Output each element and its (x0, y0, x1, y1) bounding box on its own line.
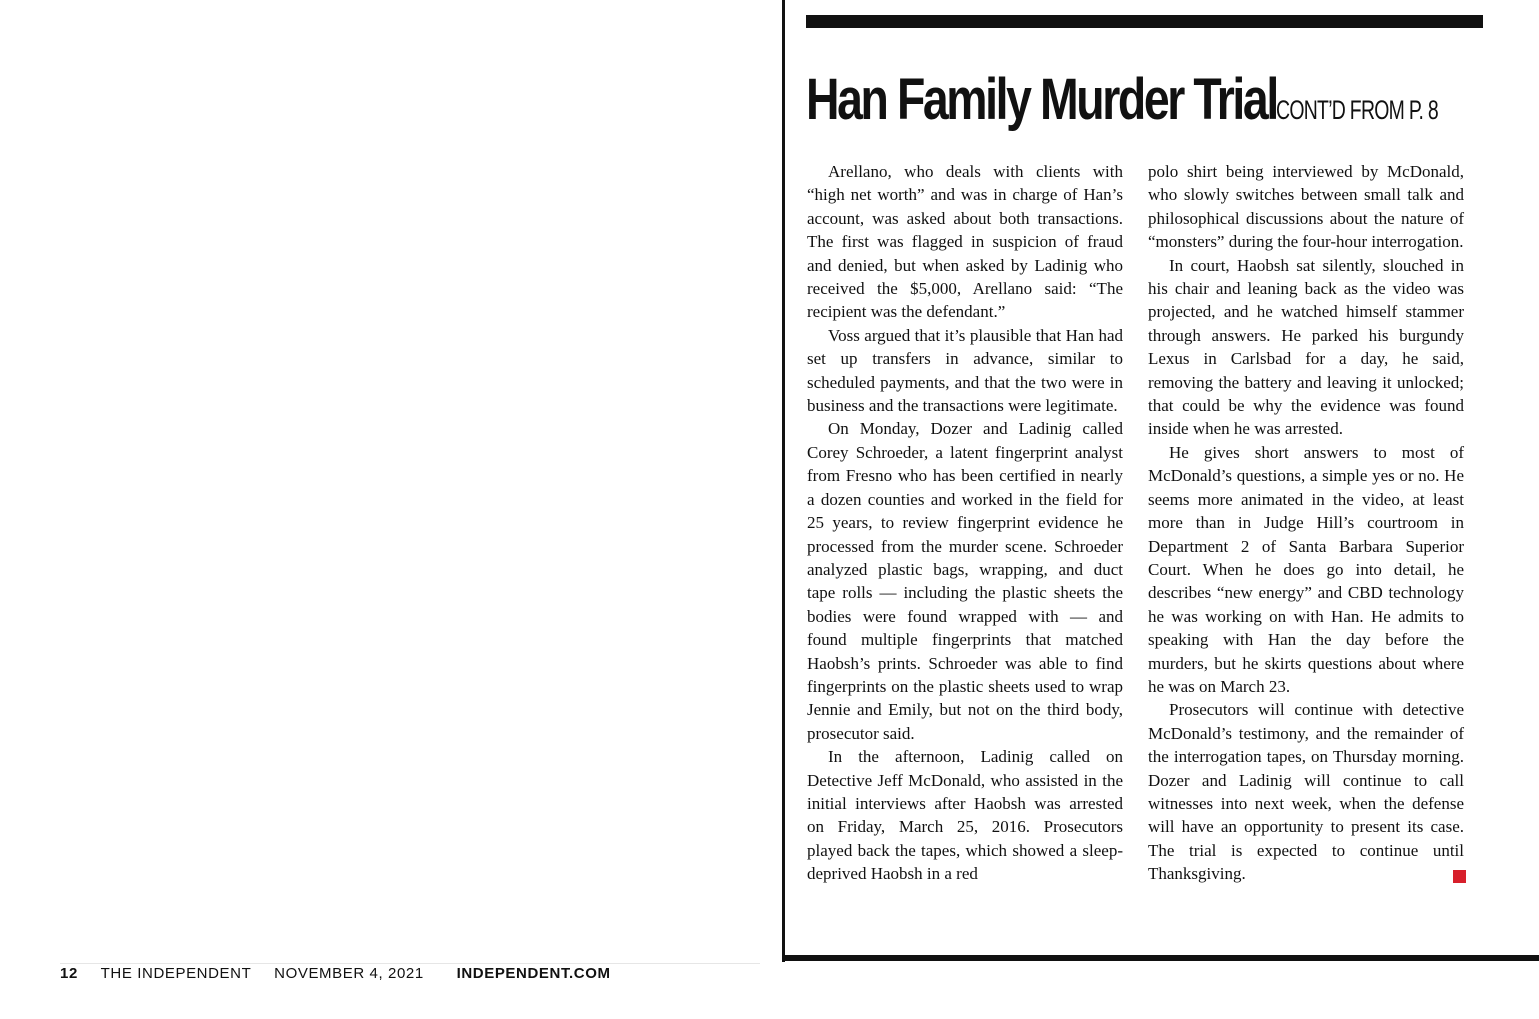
paragraph: On Monday, Dozer and Ladinig called Corey Schroeder, a latent fingerprint analyst from Fresno who has been certified in nearly a dozen counties and worked in the field for 25 years, to review fingerprint evidence he processed from the murder scene. Schroeder analyzed plastic bags, wrapping, and duct tape rolls — including the plastic sheets the bodies were found wrapped with — and found multiple fingerprints that matched Haobsh’s prints. Schroeder was able to find fingerprints on the plastic sheets used to wrap Jennie and Emily, but not on the third body, prosecutor said. (807, 419, 1123, 743)
paragraph-continuation: polo shirt being interviewed by McDonald, who slowly switches between small talk and philosophical discussions about the nature of “monsters” during the four-hour interrogation. (1148, 162, 1464, 252)
publication-name: THE INDEPENDENT (100, 965, 252, 982)
article-column-2 (1148, 160, 1464, 886)
paragraph: In court, Haobsh sat silently, slouched in his chair and leaning back as the video was projected, and he watched himself stammer through answers. He parked his burgundy Lexus in Carlsbad for a day, he said, removing the battery and leaving it unlocked; that could be why the evidence was found inside when he was arrested. (1148, 255, 1464, 439)
page-number: 12 (60, 965, 78, 982)
paragraph: In the afternoon, Ladinig called on Detective Jeff McDonald, who assisted in the initial interviews after Haobsh was arrested on Friday, March 25, 2016. Prosecutors played back the tapes, which showed a sleep-deprived Haobsh in a red (807, 747, 1123, 884)
page-gutter-rule (782, 0, 785, 962)
paragraph-last-text: Prosecutors will continue with detective McDonald’s testimony, and the remainder of the interrogation tapes, on Thursday morning. Dozer and Ladinig will continue to call witnesses into next week, when the defense will have an opportunity to present its case. The trial is expected to continue until Thanksgiving. (1148, 700, 1464, 884)
website-link[interactable]: INDEPENDENT.COM (456, 965, 611, 982)
folio-rule (60, 963, 760, 964)
issue-date: NOVEMBER 4, 2021 (274, 965, 424, 982)
paragraph: Arellano, who deals with clients with “high net worth” and was in charge of Han’s account, was asked about both transactions. The first was flagged in suspicion of fraud and denied, but when asked by Ladinig who received the $5,000, Arellano said: “The recipient was the defendant.” (807, 162, 1123, 322)
paragraph: Voss argued that it’s plausible that Han had set up transfers in advance, similar to scheduled payments, and that the two were in business and the transactions were legitimate. (807, 325, 1123, 416)
article-headline (806, 60, 1506, 140)
paragraph: He gives short answers to most of McDonald’s questions, a simple yes or no. He seems more animated in the video, at least more than in Judge Hill’s courtroom in Department 2 of Santa Barbara Superior Court. When he does go into detail, he describes “new energy” and CBD technology he was working on with Han. He admits to speaking with Han the day before the murders, but he skirts questions about where he was on March 23. (1148, 442, 1464, 696)
headline-top-rule (806, 15, 1483, 28)
paragraph-last (1148, 698, 1464, 885)
page-bottom-rule (782, 955, 1539, 961)
page-folio (60, 965, 760, 982)
headline-title: Han Family Murder Trial (806, 67, 1277, 132)
continued-from-label: CONT’D FROM P. 8 (1276, 95, 1439, 125)
article-column-1 (807, 160, 1123, 886)
end-of-story-icon (1453, 870, 1466, 883)
